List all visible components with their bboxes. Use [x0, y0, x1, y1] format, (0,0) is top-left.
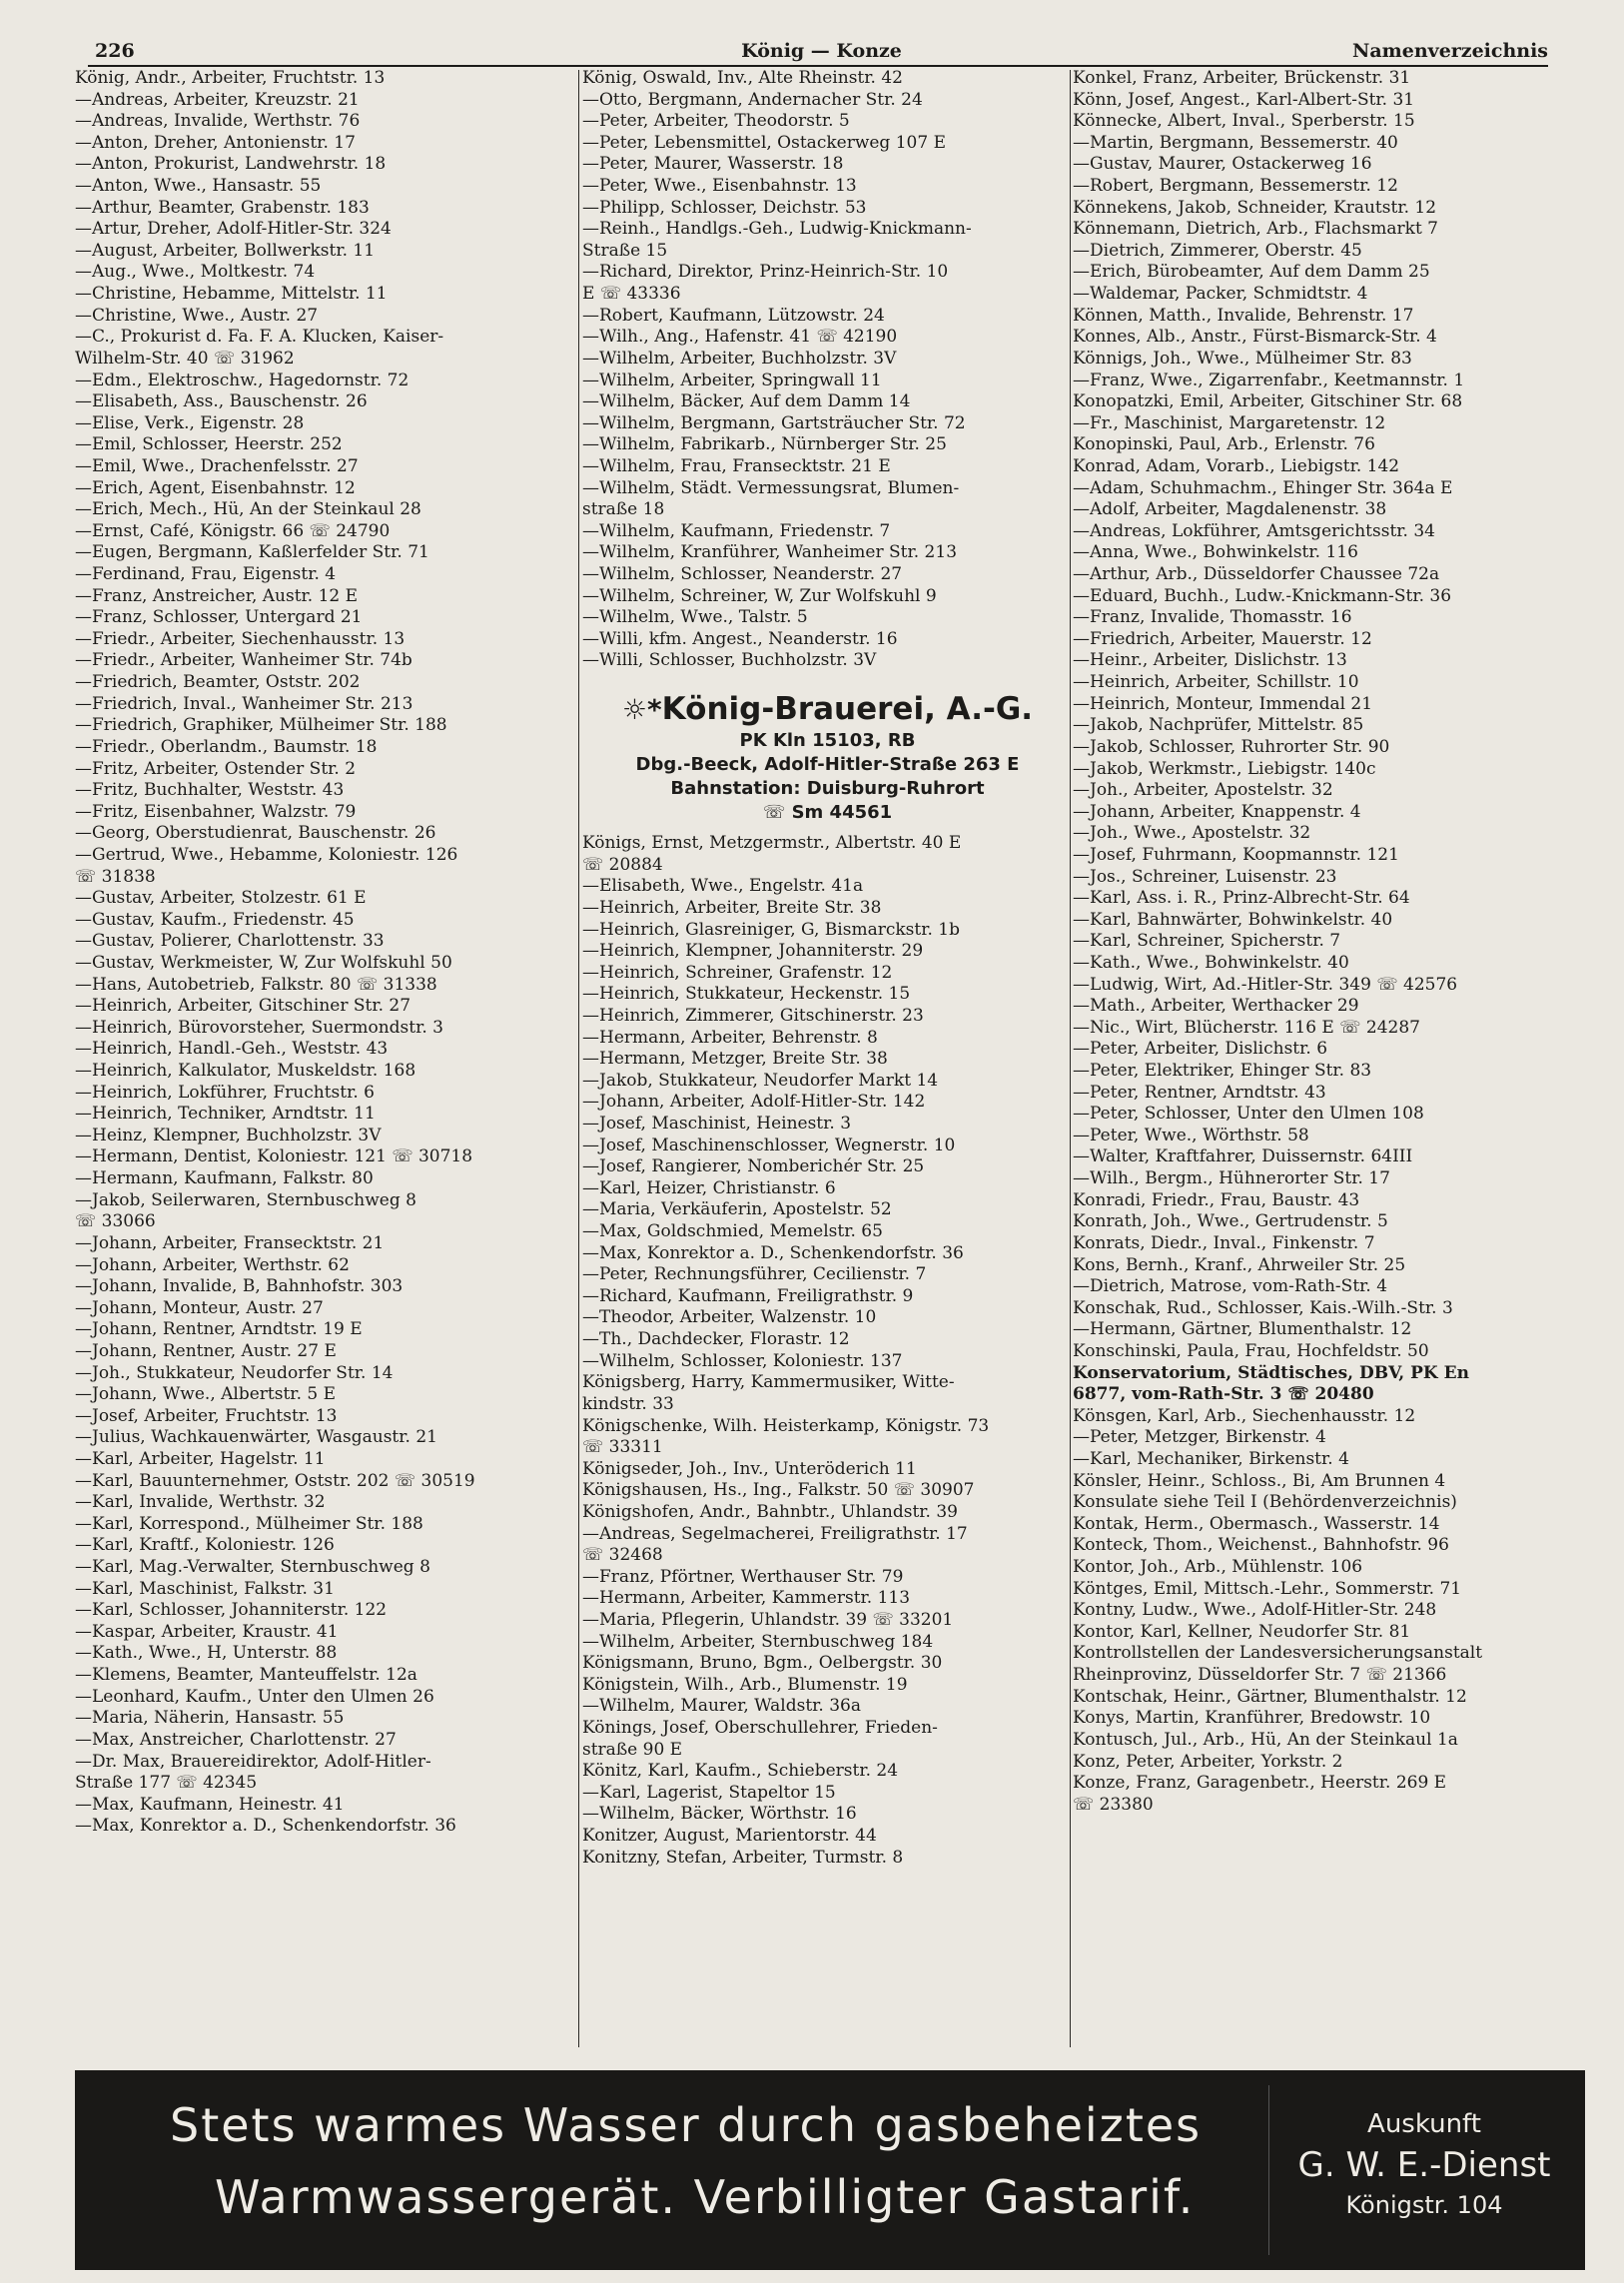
directory-entry: Königseder, Joh., Inv., Unteröderich 11 [582, 1458, 917, 1479]
directory-entry: —Wilhelm, Arbeiter, Buchholzstr. 3V [582, 348, 897, 369]
directory-entry: —Ferdinand, Frau, Eigenstr. 4 [75, 564, 337, 585]
directory-entry: Kontrollstellen der Landesversicherungsanstalt [1073, 1643, 1483, 1664]
directory-entry: —Heinr., Arbeiter, Dislichstr. 13 [1073, 650, 1347, 671]
directory-entry: —Christine, Wwe., Austr. 27 [75, 305, 319, 326]
page-number: 226 [95, 40, 135, 62]
directory-entry: —Elisabeth, Ass., Bauschenstr. 26 [75, 391, 368, 412]
advert-line-1: Stets warmes Wasser durch gasbeheiztes [170, 2098, 1203, 2152]
directory-entry: —Th., Dachdecker, Florastr. 12 [582, 1329, 850, 1350]
directory-entry: —Johann, Arbeiter, Fransecktstr. 21 [75, 1232, 385, 1253]
directory-entry: Konitzny, Stefan, Arbeiter, Turmstr. 8 [582, 1847, 904, 1868]
directory-entry: Können, Matth., Invalide, Behrenstr. 17 [1073, 305, 1414, 326]
directory-entry: —Willi, Schlosser, Buchholzstr. 3V [582, 650, 877, 671]
directory-entry: Konteck, Thom., Weichenst., Bahnhofstr. 96 [1073, 1535, 1449, 1556]
directory-entry: —Wilhelm, Frau, Fransecktstr. 21 E [582, 455, 891, 476]
directory-entry: —Karl, Schreiner, Spicherstr. 7 [1073, 931, 1341, 952]
gas-advertisement-banner [75, 2070, 1585, 2270]
directory-entry: Straße 15 [582, 240, 668, 261]
directory-entry: —Andreas, Lokführer, Amtsgerichtsstr. 34 [1073, 520, 1435, 541]
directory-entry: —Josef, Fuhrmann, Koopmannstr. 121 [1073, 844, 1399, 865]
directory-entry: —Hermann, Kaufmann, Falkstr. 80 [75, 1168, 374, 1189]
directory-column-3 [1073, 68, 1585, 1816]
directory-entry: —Fritz, Eisenbahner, Walzstr. 79 [75, 801, 357, 822]
brewery-postal: PK Kln 15103, RB [739, 730, 916, 752]
directory-entry: Königstein, Wilh., Arb., Blumenstr. 19 [582, 1674, 908, 1695]
directory-entry: —Gustav, Werkmeister, W, Zur Wolfskuhl 50 [75, 952, 452, 973]
directory-entry: Konkel, Franz, Arbeiter, Brückenstr. 31 [1073, 68, 1411, 88]
advert-info-box [1268, 2085, 1579, 2255]
directory-entry: —Jakob, Schlosser, Ruhrorter Str. 90 [1073, 736, 1390, 757]
directory-entry: —Erich, Agent, Eisenbahnstr. 12 [75, 477, 356, 498]
directory-entry: —Heinrich, Glasreiniger, G, Bismarckstr. 1b [582, 919, 960, 940]
directory-entry: —Hans, Autobetrieb, Falkstr. 80 ☏ 31338 [75, 974, 437, 995]
directory-entry: —Emil, Wwe., Drachenfelsstr. 27 [75, 455, 359, 476]
directory-entry: —Leonhard, Kaufm., Unter den Ulmen 26 [75, 1686, 434, 1707]
directory-entry: —Robert, Kaufmann, Lützowstr. 24 [582, 305, 885, 326]
directory-entry: —Christine, Hebamme, Mittelstr. 11 [75, 284, 388, 305]
directory-entry: Könnigs, Joh., Wwe., Mülheimer Str. 83 [1073, 348, 1412, 369]
directory-entry: Kontor, Joh., Arb., Mühlenstr. 106 [1073, 1557, 1363, 1578]
directory-entry: —Erich, Bürobeamter, Auf dem Damm 25 [1073, 262, 1430, 283]
advert-box-label: Auskunft [1367, 2109, 1481, 2139]
header-rule [88, 65, 1548, 67]
directory-entry: —Richard, Kaufmann, Freiligrathstr. 9 [582, 1285, 914, 1306]
directory-entry: —Theodor, Arbeiter, Walzenstr. 10 [582, 1307, 877, 1328]
directory-entry: —Eduard, Buchh., Ludw.-Knickmann-Str. 36 [1073, 585, 1452, 606]
directory-entry: —Heinrich, Monteur, Immendal 21 [1073, 693, 1373, 714]
brewery-address: Dbg.-Beeck, Adolf-Hitler-Straße 263 E [635, 754, 1020, 776]
directory-entry: —Johann, Monteur, Austr. 27 [75, 1297, 324, 1318]
directory-entry: Konopinski, Paul, Arb., Erlenstr. 76 [1073, 434, 1375, 455]
directory-entry: —Peter, Rentner, Arndtstr. 43 [1073, 1082, 1326, 1103]
directory-entry: —Gustav, Kaufm., Friedenstr. 45 [75, 909, 355, 930]
page-title: König — Konze [741, 40, 902, 62]
directory-entry: —Wilhelm, Städt. Vermessungsrat, Blumen- [582, 477, 960, 498]
directory-entry: —Julius, Wachkauenwärter, Wasgaustr. 21 [75, 1427, 437, 1448]
directory-entry: —Karl, Kraftf., Koloniestr. 126 [75, 1535, 335, 1556]
advert-line-2: Warmwassergerät. Verbilligter Gastarif. [215, 2170, 1196, 2224]
directory-entry: Konz, Peter, Arbeiter, Yorkstr. 2 [1073, 1751, 1343, 1772]
directory-entry: —Hermann, Arbeiter, Kammerstr. 113 [582, 1588, 911, 1609]
directory-entry: —Peter, Wwe., Wörthstr. 58 [1073, 1125, 1309, 1145]
directory-entry: Könnemann, Dietrich, Arb., Flachsmarkt 7 [1073, 219, 1438, 240]
directory-entry: —Edm., Elektroschw., Hagedornstr. 72 [75, 370, 409, 390]
directory-entry: —Karl, Korrespond., Mülheimer Str. 188 [75, 1513, 423, 1534]
directory-entry: —Peter, Elektriker, Ehinger Str. 83 [1073, 1061, 1372, 1082]
directory-entry: —Franz, Invalide, Thomasstr. 16 [1073, 607, 1352, 628]
directory-entry: kindstr. 33 [582, 1393, 674, 1414]
directory-entry: —Josef, Maschinenschlosser, Wegnerstr. 10 [582, 1135, 956, 1155]
directory-entry: —August, Arbeiter, Bollwerkstr. 11 [75, 240, 376, 261]
directory-entry: Königshausen, Hs., Ing., Falkstr. 50 ☏ 30907 [582, 1480, 975, 1501]
directory-entry: —Wilh., Ang., Hafenstr. 41 ☏ 42190 [582, 327, 898, 348]
directory-entry: —Kath., Wwe., H, Unterstr. 88 [75, 1643, 338, 1664]
brewery-station: Bahnstation: Duisburg-Ruhrort [670, 778, 985, 800]
directory-entry: —Wilhelm, Schlosser, Neanderstr. 27 [582, 564, 903, 585]
directory-entry: Könnecke, Albert, Inval., Sperberstr. 15 [1073, 111, 1415, 132]
directory-entry: Kontusch, Jul., Arb., Hü, An der Steinkaul 1a [1073, 1729, 1458, 1750]
directory-entry: —Karl, Invalide, Werthstr. 32 [75, 1492, 326, 1513]
directory-entry: Kontschak, Heinr., Gärtner, Blumenthalstr. 12 [1073, 1686, 1467, 1707]
directory-entry: —Friedrich, Inval., Wanheimer Str. 213 [75, 693, 413, 714]
directory-entry: ☏ 23380 [1073, 1794, 1154, 1815]
directory-entry: Königsmann, Bruno, Bgm., Oelbergstr. 30 [582, 1653, 943, 1674]
directory-entry: —Max, Kaufmann, Heinestr. 41 [75, 1794, 345, 1815]
directory-entry: —Andreas, Arbeiter, Kreuzstr. 21 [75, 89, 360, 110]
directory-entry: ☏ 33311 [582, 1437, 663, 1458]
directory-entry: Konrad, Adam, Vorarb., Liebigstr. 142 [1073, 455, 1400, 476]
directory-entry: —Friedrich, Graphiker, Mülheimer Str. 188 [75, 715, 447, 736]
directory-entry: —Josef, Rangierer, Nomberichér Str. 25 [582, 1156, 925, 1177]
directory-entry: —Friedr., Arbeiter, Wanheimer Str. 74b [75, 650, 412, 671]
directory-entry: —Maria, Pflegerin, Uhlandstr. 39 ☏ 33201 [582, 1610, 954, 1630]
directory-entry: —Max, Anstreicher, Charlottenstr. 27 [75, 1729, 397, 1750]
directory-entry: Könitz, Karl, Kaufm., Schieberstr. 24 [582, 1761, 899, 1782]
directory-entry: Königsberg, Harry, Kammermusiker, Witte- [582, 1372, 955, 1393]
directory-entry: straße 90 E [582, 1739, 683, 1760]
directory-entry: —Heinz, Klempner, Buchholzstr. 3V [75, 1125, 382, 1145]
directory-entry: —Heinrich, Schreiner, Grafenstr. 12 [582, 962, 893, 983]
section-title: Namenverzeichnis [1351, 40, 1548, 62]
directory-entry: —Johann, Rentner, Arndtstr. 19 E [75, 1319, 363, 1340]
directory-entry: —Gustav, Polierer, Charlottenstr. 33 [75, 931, 385, 952]
directory-entry: Konschak, Rud., Schlosser, Kais.-Wilh.-Str. 3 [1073, 1297, 1453, 1318]
directory-entry: —Hermann, Metzger, Breite Str. 38 [582, 1049, 888, 1070]
directory-entry: —Kaspar, Arbeiter, Kraustr. 41 [75, 1621, 339, 1642]
directory-entry: —Max, Konrektor a. D., Schenkendorfstr. 36 [582, 1242, 964, 1263]
directory-entry: —Philipp, Schlosser, Deichstr. 53 [582, 197, 867, 218]
directory-entry: —Johann, Arbeiter, Adolf-Hitler-Str. 142 [582, 1092, 926, 1113]
directory-entry: —Karl, Mechaniker, Birkenstr. 4 [1073, 1449, 1349, 1469]
directory-entry: —Max, Konrektor a. D., Schenkendorfstr. 36 [75, 1816, 456, 1837]
directory-entry: —Franz, Anstreicher, Austr. 12 E [75, 585, 359, 606]
directory-entry: —Elisabeth, Wwe., Engelstr. 41a [582, 876, 864, 897]
directory-entry: Wilhelm-Str. 40 ☏ 31962 [75, 348, 295, 369]
directory-entry: —Erich, Mech., Hü, An der Steinkaul 28 [75, 499, 421, 520]
directory-entry: —Jakob, Seilerwaren, Sternbuschweg 8 [75, 1189, 416, 1210]
directory-entry: —Wilhelm, Arbeiter, Sternbuschweg 184 [582, 1631, 934, 1652]
directory-entry: —Wilh., Bergm., Hühnerorter Str. 17 [1073, 1168, 1390, 1189]
directory-entry: Königs, Ernst, Metzgermstr., Albertstr. 40 E [582, 833, 962, 854]
directory-entry: Konschinski, Paula, Frau, Hochfeldstr. 50 [1073, 1340, 1429, 1361]
directory-entry: —Wilhelm, Schlosser, Koloniestr. 137 [582, 1350, 903, 1371]
brewery-phone: ☏ Sm 44561 [762, 802, 893, 824]
directory-entry: —Heinrich, Zimmerer, Gitschinerstr. 23 [582, 1005, 924, 1026]
directory-entry: —Karl, Heizer, Christianstr. 6 [582, 1177, 836, 1198]
directory-entry: Konsulate siehe Teil I (Behördenverzeichnis) [1073, 1492, 1457, 1513]
directory-entry: Konitzer, August, Marientorstr. 44 [582, 1826, 877, 1847]
directory-entry: —Anna, Wwe., Bohwinkelstr. 116 [1073, 542, 1358, 563]
directory-entry: —Johann, Arbeiter, Knappenstr. 4 [1073, 801, 1361, 822]
directory-entry: König, Andr., Arbeiter, Fruchtstr. 13 [75, 68, 386, 88]
directory-entry: —C., Prokurist d. Fa. F. A. Klucken, Kaiser- [75, 327, 444, 348]
advert-box-address: Königstr. 104 [1345, 2191, 1503, 2219]
directory-entry: —Peter, Lebensmittel, Ostackerweg 107 E [582, 132, 946, 153]
directory-entry: —Karl, Ass. i. R., Prinz-Albrecht-Str. 64 [1073, 888, 1410, 909]
directory-entry: —Anton, Prokurist, Landwehrstr. 18 [75, 154, 387, 175]
directory-entry: —Eugen, Bergmann, Kaßlerfelder Str. 71 [75, 542, 429, 563]
directory-entry: —Martin, Bergmann, Bessemerstr. 40 [1073, 132, 1398, 153]
directory-entry: —Georg, Oberstudienrat, Bauschenstr. 26 [75, 823, 436, 844]
directory-entry: —Dietrich, Matrose, vom-Rath-Str. 4 [1073, 1276, 1388, 1297]
directory-entry: —Josef, Maschinist, Heinestr. 3 [582, 1113, 852, 1134]
directory-entry: —Andreas, Invalide, Werthstr. 76 [75, 111, 361, 132]
directory-entry: —Andreas, Segelmacherei, Freiligrathstr. 17 [582, 1523, 968, 1544]
directory-entry: —Karl, Lagerist, Stapeltor 15 [582, 1782, 836, 1803]
directory-entry: —Johann, Rentner, Austr. 27 E [75, 1340, 337, 1361]
directory-entry: Konradi, Friedr., Frau, Baustr. 43 [1073, 1189, 1360, 1210]
directory-entry: —Gustav, Maurer, Ostackerweg 16 [1073, 154, 1372, 175]
directory-entry: —Wilhelm, Fabrikarb., Nürnberger Str. 25 [582, 434, 947, 455]
directory-entry: —Friedr., Arbeiter, Siechenhausstr. 13 [75, 628, 406, 649]
directory-entry: —Wilhelm, Arbeiter, Springwall 11 [582, 370, 882, 390]
directory-entry: —Waldemar, Packer, Schmidtstr. 4 [1073, 284, 1368, 305]
directory-entry: —Johann, Arbeiter, Werthstr. 62 [75, 1254, 350, 1275]
directory-entry: —Fritz, Arbeiter, Ostender Str. 2 [75, 758, 357, 779]
directory-entry: —Karl, Arbeiter, Hagelstr. 11 [75, 1449, 326, 1469]
advert-box-service: G. W. E.-Dienst [1297, 2145, 1551, 2185]
directory-entry: —Willi, kfm. Angest., Neanderstr. 16 [582, 628, 898, 649]
directory-entry: —Heinrich, Techniker, Arndtstr. 11 [75, 1104, 376, 1125]
directory-entry: —Hermann, Arbeiter, Behrenstr. 8 [582, 1027, 878, 1048]
directory-entry: —Arthur, Beamter, Grabenstr. 183 [75, 197, 370, 218]
directory-entry: Kontor, Karl, Kellner, Neudorfer Str. 81 [1073, 1621, 1411, 1642]
directory-entry: —Math., Arbeiter, Werthacker 29 [1073, 996, 1359, 1017]
directory-entry: —Wilhelm, Maurer, Waldstr. 36a [582, 1696, 862, 1717]
directory-entry: Kontak, Herm., Obermasch., Wasserstr. 14 [1073, 1513, 1440, 1534]
directory-entry: —Jakob, Stukkateur, Neudorfer Markt 14 [582, 1070, 939, 1091]
directory-entry: —Hermann, Dentist, Koloniestr. 121 ☏ 30718 [75, 1146, 473, 1167]
directory-entry: —Heinrich, Bürovorsteher, Suermondstr. 3 [75, 1017, 443, 1038]
directory-entry: Kons, Bernh., Kranf., Ahrweiler Str. 25 [1073, 1254, 1406, 1275]
directory-entry: —Jakob, Werkmstr., Liebigstr. 140c [1073, 758, 1376, 779]
directory-entry: —Heinrich, Arbeiter, Breite Str. 38 [582, 897, 882, 918]
directory-entry: —Franz, Schlosser, Untergard 21 [75, 607, 363, 628]
directory-entry: —Adolf, Arbeiter, Magdalenenstr. 38 [1073, 499, 1387, 520]
brewery-advertisement [582, 690, 1073, 825]
directory-entry: —Elise, Verk., Eigenstr. 28 [75, 412, 305, 433]
directory-entry: —Anton, Dreher, Antonienstr. 17 [75, 132, 356, 153]
directory-entry: —Otto, Bergmann, Andernacher Str. 24 [582, 89, 923, 110]
directory-entry: —Heinrich, Arbeiter, Schillstr. 10 [1073, 672, 1359, 693]
directory-entry: —Max, Goldschmied, Memelstr. 65 [582, 1221, 883, 1242]
directory-entry: —Heinrich, Arbeiter, Gitschiner Str. 27 [75, 996, 411, 1017]
directory-entry: ☏ 33066 [75, 1211, 156, 1232]
directory-entry: —Karl, Maschinist, Falkstr. 31 [75, 1578, 335, 1599]
column-2-entries-top [582, 68, 1073, 672]
directory-entry: Straße 177 ☏ 42345 [75, 1773, 258, 1794]
directory-entry: —Fritz, Buchhalter, Weststr. 43 [75, 780, 345, 801]
directory-entry: —Adam, Schuhmachm., Ehinger Str. 364a E [1073, 477, 1453, 498]
directory-entry: —Joh., Arbeiter, Apostelstr. 32 [1073, 780, 1333, 801]
directory-entry: —Dietrich, Zimmerer, Oberstr. 45 [1073, 240, 1362, 261]
directory-entry: —Heinrich, Lokführer, Fruchtstr. 6 [75, 1082, 375, 1103]
directory-column-1 [75, 68, 582, 1838]
page-header [95, 40, 1548, 62]
directory-entry: —Friedr., Oberlandm., Baumstr. 18 [75, 736, 378, 757]
directory-entry: —Heinrich, Stukkateur, Heckenstr. 15 [582, 984, 911, 1005]
directory-entry: —Wilhelm, Kaufmann, Friedenstr. 7 [582, 520, 891, 541]
directory-entry: ☏ 31838 [75, 866, 156, 887]
directory-entry: —Peter, Arbeiter, Dislichstr. 6 [1073, 1039, 1328, 1060]
directory-entry: Könnekens, Jakob, Schneider, Krautstr. 12 [1073, 197, 1437, 218]
directory-entry: —Ludwig, Wirt, Ad.-Hitler-Str. 349 ☏ 42576 [1073, 974, 1458, 995]
directory-entry: —Gertrud, Wwe., Hebamme, Koloniestr. 126 [75, 844, 458, 865]
directory-entry: —Franz, Wwe., Zigarrenfabr., Keetmannstr. 1 [1073, 370, 1465, 390]
directory-entry: Könings, Josef, Oberschullehrer, Frieden- [582, 1718, 938, 1739]
directory-entry: E ☏ 43336 [582, 284, 681, 305]
directory-entry: —Heinrich, Kalkulator, Muskeldstr. 168 [75, 1061, 416, 1082]
directory-entry: 6877, vom-Rath-Str. 3 ☏ 20480 [1073, 1384, 1374, 1405]
directory-entry: Konnes, Alb., Anstr., Fürst-Bismarck-Str. 4 [1073, 327, 1437, 348]
directory-entry: —Robert, Bergmann, Bessemerstr. 12 [1073, 176, 1398, 197]
directory-entry: Könsgen, Karl, Arb., Siechenhausstr. 12 [1073, 1405, 1416, 1426]
directory-entry: —Friedrich, Beamter, Oststr. 202 [75, 672, 361, 693]
directory-entry: —Maria, Näherin, Hansastr. 55 [75, 1708, 345, 1729]
directory-entry: —Nic., Wirt, Blücherstr. 116 E ☏ 24287 [1073, 1017, 1420, 1038]
directory-entry: —Karl, Bauunternehmer, Oststr. 202 ☏ 30519 [75, 1470, 475, 1491]
brewery-star-icon: ☼* [621, 693, 662, 727]
directory-entry: —Arthur, Arb., Düsseldorfer Chaussee 72a [1073, 564, 1440, 585]
directory-entry: —Friedrich, Arbeiter, Mauerstr. 12 [1073, 628, 1372, 649]
directory-entry: —Maria, Verkäuferin, Apostelstr. 52 [582, 1199, 892, 1220]
directory-entry: —Joh., Stukkateur, Neudorfer Str. 14 [75, 1362, 394, 1383]
directory-entry: —Karl, Bahnwärter, Bohwinkelstr. 40 [1073, 909, 1393, 930]
directory-entry: Rheinprovinz, Düsseldorfer Str. 7 ☏ 21366 [1073, 1665, 1447, 1686]
directory-entry: straße 18 [582, 499, 665, 520]
directory-entry: —Ernst, Café, Königstr. 66 ☏ 24790 [75, 520, 391, 541]
directory-entry: Konze, Franz, Garagenbetr., Heerstr. 269 E [1073, 1773, 1447, 1794]
directory-entry: Konrats, Diedr., Inval., Finkenstr. 7 [1073, 1232, 1375, 1253]
brewery-name: ☼*König-Brauerei, A.-G. [621, 691, 1034, 728]
directory-entry: —Jos., Schreiner, Luisenstr. 23 [1073, 866, 1337, 887]
directory-column-2 [582, 68, 1073, 1869]
directory-entry: —Kath., Wwe., Bohwinkelstr. 40 [1073, 952, 1349, 973]
directory-entry: —Wilhelm, Wwe., Talstr. 5 [582, 607, 808, 628]
directory-entry: —Peter, Arbeiter, Theodorstr. 5 [582, 111, 850, 132]
directory-entry: —Franz, Pförtner, Werthauser Str. 79 [582, 1566, 904, 1587]
directory-entry: —Jakob, Nachprüfer, Mittelstr. 85 [1073, 715, 1364, 736]
directory-entry: —Klemens, Beamter, Manteuffelstr. 12a [75, 1665, 417, 1686]
directory-entry: —Hermann, Gärtner, Blumenthalstr. 12 [1073, 1319, 1412, 1340]
directory-entry: —Heinrich, Klempner, Johanniterstr. 29 [582, 941, 924, 962]
directory-entry: Kontny, Ludw., Wwe., Adolf-Hitler-Str. 248 [1073, 1600, 1437, 1621]
directory-entry: —Fr., Maschinist, Margaretenstr. 12 [1073, 412, 1386, 433]
directory-entry: —Peter, Rechnungsführer, Cecilienstr. 7 [582, 1264, 927, 1285]
directory-entry: —Anton, Wwe., Hansastr. 55 [75, 176, 322, 197]
directory-entry: —Wilhelm, Schreiner, W, Zur Wolfskuhl 9 [582, 585, 937, 606]
directory-entry: Konopatzki, Emil, Arbeiter, Gitschiner Str. 68 [1073, 391, 1463, 412]
directory-entry: —Wilhelm, Bäcker, Auf dem Damm 14 [582, 391, 911, 412]
directory-entry: Königschenke, Wilh. Heisterkamp, Königstr. 73 [582, 1415, 990, 1436]
directory-entry: ☏ 32468 [582, 1545, 663, 1566]
directory-entry: —Gustav, Arbeiter, Stolzestr. 61 E [75, 888, 367, 909]
directory-entry: König, Oswald, Inv., Alte Rheinstr. 42 [582, 68, 903, 88]
directory-entry: Konservatorium, Städtisches, DBV, PK En [1073, 1362, 1469, 1383]
directory-entry: —Aug., Wwe., Moltkestr. 74 [75, 262, 316, 283]
directory-entry: —Peter, Metzger, Birkenstr. 4 [1073, 1427, 1326, 1448]
directory-entry: Konys, Martin, Kranführer, Bredowstr. 10 [1073, 1708, 1431, 1729]
directory-entry: Könsler, Heinr., Schloss., Bi, Am Brunnen 4 [1073, 1470, 1446, 1491]
directory-entry: Königshofen, Andr., Bahnbtr., Uhlandstr. 39 [582, 1501, 958, 1522]
directory-entry: —Richard, Direktor, Prinz-Heinrich-Str. 10 [582, 262, 949, 283]
directory-entry: —Emil, Schlosser, Heerstr. 252 [75, 434, 343, 455]
directory-entry: Könn, Josef, Angest., Karl-Albert-Str. 31 [1073, 89, 1415, 110]
directory-entry: —Heinrich, Handl.-Geh., Weststr. 43 [75, 1039, 389, 1060]
directory-entry: —Walter, Kraftfahrer, Duissernstr. 64III [1073, 1146, 1413, 1167]
directory-entry: —Karl, Mag.-Verwalter, Sternbuschweg 8 [75, 1557, 430, 1578]
directory-entry: —Wilhelm, Bäcker, Wörthstr. 16 [582, 1804, 857, 1825]
directory-entry: —Joh., Wwe., Apostelstr. 32 [1073, 823, 1311, 844]
column-2-entries-bottom [582, 833, 1073, 1869]
directory-entry: ☏ 20884 [582, 854, 663, 875]
directory-entry: —Dr. Max, Brauereidirektor, Adolf-Hitler- [75, 1751, 431, 1772]
directory-entry: —Artur, Dreher, Adolf-Hitler-Str. 324 [75, 219, 392, 240]
directory-entry: —Wilhelm, Bergmann, Gartsträucher Str. 72 [582, 412, 966, 433]
directory-entry: Konrath, Joh., Wwe., Gertrudenstr. 5 [1073, 1211, 1388, 1232]
directory-entry: —Peter, Schlosser, Unter den Ulmen 108 [1073, 1104, 1424, 1125]
directory-entry: —Wilhelm, Kranführer, Wanheimer Str. 213 [582, 542, 958, 563]
directory-entry: —Karl, Schlosser, Johanniterstr. 122 [75, 1600, 388, 1621]
directory-entry: —Johann, Wwe., Albertstr. 5 E [75, 1384, 337, 1405]
directory-entry: —Josef, Arbeiter, Fruchtstr. 13 [75, 1405, 338, 1426]
directory-entry: —Reinh., Handlgs.-Geh., Ludwig-Knickmann- [582, 219, 972, 240]
directory-entry: —Peter, Maurer, Wasserstr. 18 [582, 154, 844, 175]
directory-entry: —Johann, Invalide, B, Bahnhofstr. 303 [75, 1276, 404, 1297]
directory-entry: Köntges, Emil, Mittsch.-Lehr., Sommerstr. 71 [1073, 1578, 1462, 1599]
directory-entry: —Peter, Wwe., Eisenbahnstr. 13 [582, 176, 857, 197]
